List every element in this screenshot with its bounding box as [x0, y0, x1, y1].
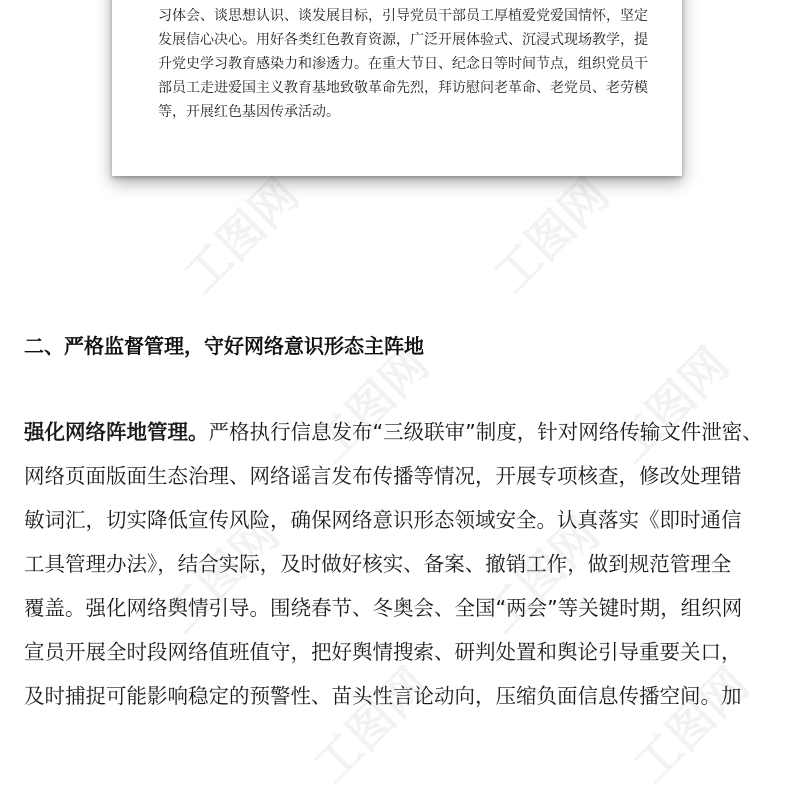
paragraph-line [24, 410, 784, 454]
paragraph-line: 网络页面版面生态治理、网络谣言发布传播等情况，开展专项核查，修改处理错 [24, 464, 742, 488]
watermark: 工图网 [153, 507, 290, 644]
paragraph-line: 敏词汇，切实降低宣传风险，确保网络意识形态领域安全。认真落实《即时通信 [24, 508, 742, 532]
card-line: 等，开展红色基因传承活动。 [158, 104, 340, 120]
section-paragraph [24, 410, 784, 718]
watermark: 工图网 [623, 657, 760, 794]
card-line: 升党史学习教育感染力和渗透力。在重大节日、纪念日等时间节点，组织党员干 [158, 56, 648, 72]
document-card [112, 0, 682, 176]
paragraph-line: 宣员开展全时段网络值班值守，把好舆情搜索、研判处置和舆论引导重要关口， [24, 640, 742, 664]
watermark: 工图网 [303, 337, 440, 474]
paragraph-lead: 强化网络阵地管理。 [24, 420, 209, 444]
watermark: 工图网 [303, 657, 440, 794]
paragraph-line: 及时捕捉可能影响稳定的预警性、苗头性言论动向，压缩负面信息传播空间。加 [24, 684, 742, 708]
card-line: 习体会、谈思想认识、谈发展目标，引导党员干部员工厚植爱党爱国情怀，坚定 [158, 8, 648, 24]
watermark: 工图网 [603, 337, 740, 474]
watermark: 工图网 [483, 167, 620, 304]
watermark: 工图网 [173, 167, 310, 304]
paragraph-line: 工具管理办法》，结合实际，及时做好核实、备案、撤销工作，做到规范管理全 [24, 552, 732, 576]
paragraph-line: 覆盖。强化网络舆情引导。围绕春节、冬奥会、全国“两会”等关键时期，组织网 [24, 596, 743, 620]
paragraph-line-text: 严格执行信息发布“三级联审”制度，针对网络传输文件泄密、 [208, 420, 763, 444]
card-line: 发展信心决心。用好各类红色教育资源，广泛开展体验式、沉浸式现场教学，提 [158, 32, 648, 48]
watermark: 工图网 [473, 507, 610, 644]
card-line: 部员工走进爱国主义教育基地致敬革命先烈，拜访慰问老革命、老党员、老劳模 [158, 80, 648, 96]
section-heading: 二、严格监督管理，守好网络意识形态主阵地 [24, 334, 424, 358]
card-text [158, 4, 658, 124]
